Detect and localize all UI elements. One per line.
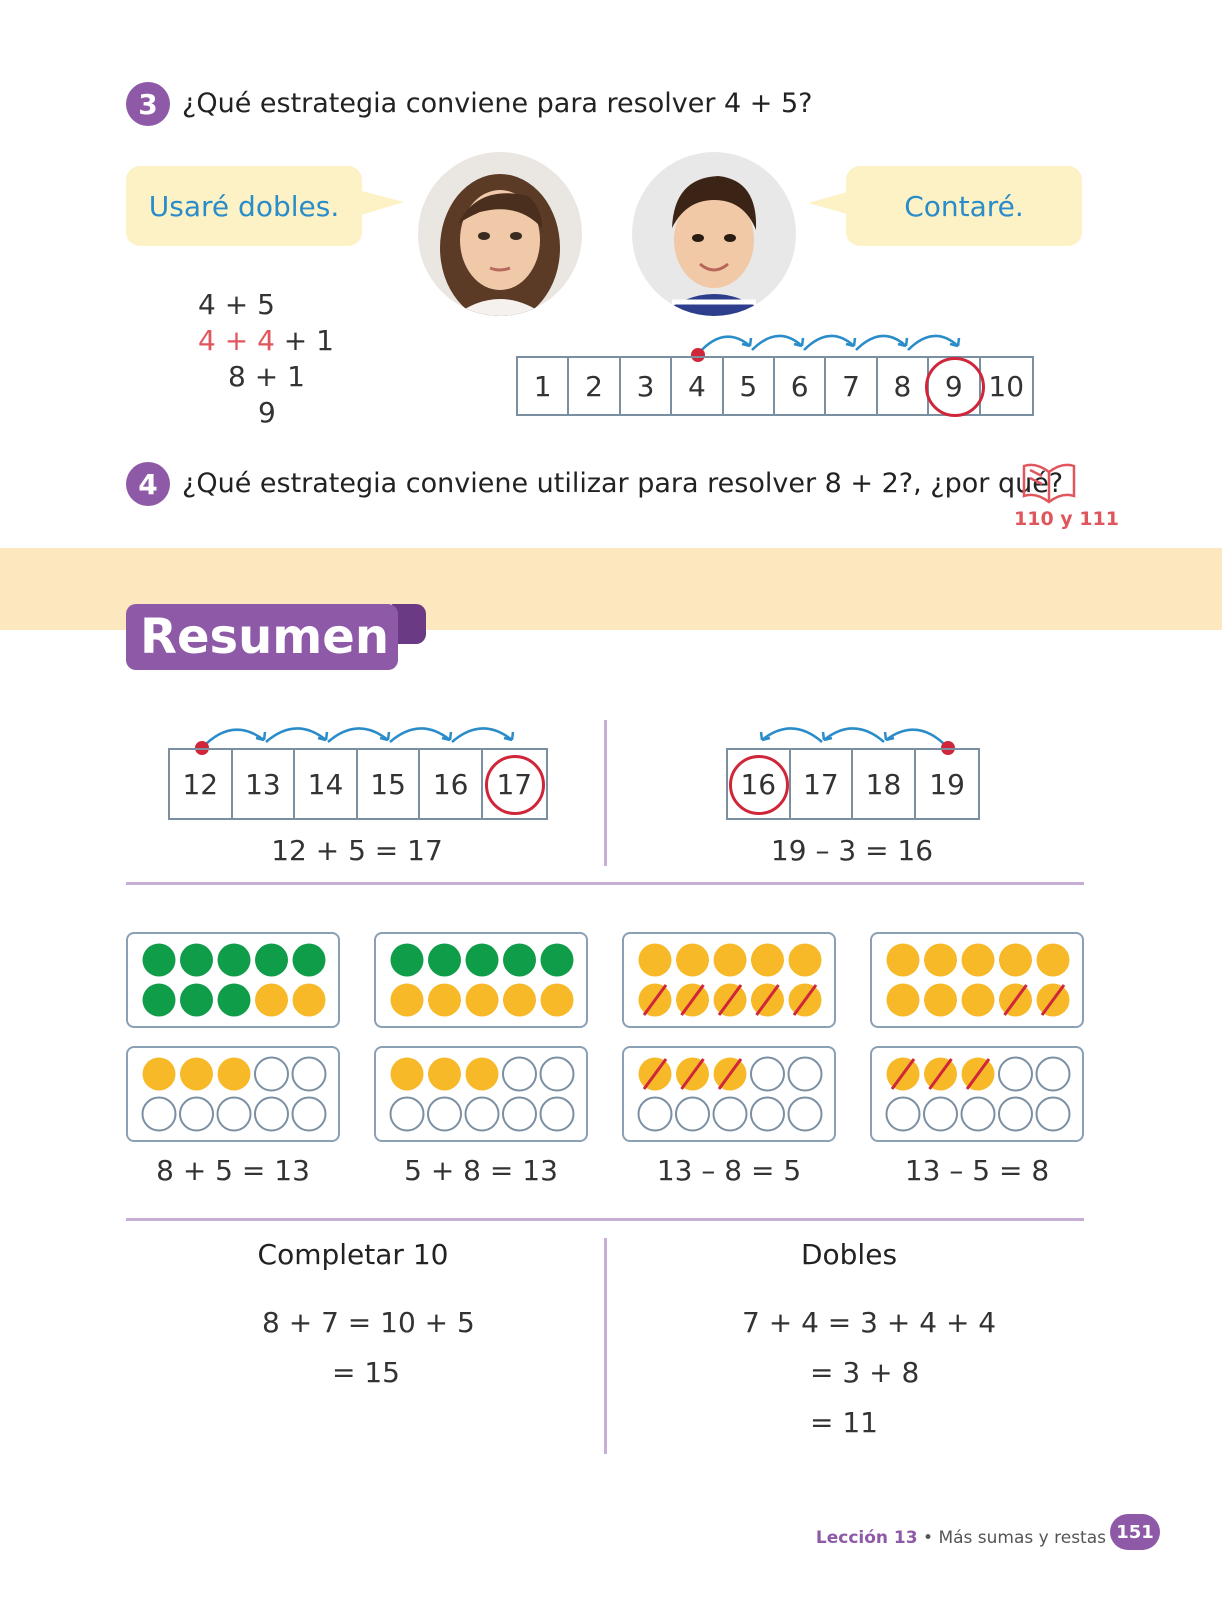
boy-speech-bubble (846, 166, 1082, 246)
number-line-16-19 (726, 748, 980, 820)
summary-title: Resumen (126, 604, 398, 670)
number-cell: 2 (569, 358, 620, 414)
number-cell: 8 (878, 358, 929, 414)
empty-counter (218, 1098, 251, 1131)
empty-counter (293, 1098, 326, 1131)
number-cell: 4 (672, 358, 723, 414)
yellow-counter (1037, 944, 1070, 977)
number-cell: 10 (988, 369, 1025, 403)
question-4-text: ¿Qué estrategia conviene utilizar para resolver 8 + 2?, ¿por qué? (182, 468, 1064, 499)
empty-counter (541, 1098, 574, 1131)
empty-counter (143, 1098, 176, 1131)
number-cell: 1 (518, 358, 569, 414)
yellow-counter (428, 984, 461, 1017)
girl-photo (418, 152, 582, 316)
yellow-counter (293, 984, 326, 1017)
number-cell: 18 (853, 750, 916, 818)
empty-counter (255, 1098, 288, 1131)
empty-counter (1037, 1098, 1070, 1131)
girl-speech-bubble (126, 166, 362, 246)
footer-lesson: Lección 13 (815, 1528, 918, 1548)
yellow-counter (143, 1058, 176, 1091)
complete-ten-heading: Completar 10 (257, 1238, 449, 1271)
empty-counter (503, 1098, 536, 1131)
yellow-counter (391, 984, 424, 1017)
ten-frame (870, 932, 1084, 1028)
green-counter (541, 944, 574, 977)
empty-counter (180, 1098, 213, 1131)
yellow-counter (503, 984, 536, 1017)
frame-equation-2: 5 + 8 = 13 (404, 1154, 558, 1187)
yellow-counter (541, 984, 574, 1017)
empty-counter (541, 1058, 574, 1091)
green-counter (180, 944, 213, 977)
number-cell: 5 (724, 358, 775, 414)
strategy-line-1: 4 + 5 (198, 288, 275, 321)
green-counter (293, 944, 326, 977)
number-cell: 13 (233, 750, 296, 818)
number-cell: 7 (826, 358, 877, 414)
boy-speech-text: Contaré. (904, 189, 1024, 223)
ten-frame (126, 932, 340, 1028)
number-line-1-10 (516, 356, 1034, 416)
number-cell: 15 (358, 750, 421, 818)
empty-counter (999, 1058, 1032, 1091)
frame-equation-1: 8 + 5 = 13 (156, 1154, 310, 1187)
footer-topic: Más sumas y restas (938, 1528, 1106, 1548)
yellow-counter (887, 984, 920, 1017)
ten-frame (374, 932, 588, 1028)
page-footer (0, 1528, 1106, 1548)
empty-counter (789, 1058, 822, 1091)
strategy-doubles-part: 4 + 4 (198, 324, 275, 357)
yellow-counter (999, 944, 1032, 977)
number-cell: 6 (775, 358, 826, 414)
girl-speech-text: Usaré dobles. (148, 189, 340, 223)
empty-counter (428, 1098, 461, 1131)
empty-counter (924, 1098, 957, 1131)
number-cell: 16 (728, 750, 791, 818)
open-book-icon (1020, 458, 1078, 504)
number-line-12-17 (168, 748, 548, 820)
green-counter (466, 944, 499, 977)
yellow-counter (639, 944, 672, 977)
question-number-4: 4 (126, 462, 170, 506)
strategy-line-4: 9 (258, 396, 276, 429)
green-counter (428, 944, 461, 977)
yellow-counter (887, 944, 920, 977)
frame-equation-3: 13 – 8 = 5 (656, 1154, 802, 1187)
summary-divider-bottom (604, 1238, 607, 1454)
book-page-reference: 110 y 111 (1014, 508, 1119, 530)
green-counter (180, 984, 213, 1017)
strategy-plus-one: + 1 (274, 324, 334, 357)
yellow-counter (466, 984, 499, 1017)
green-counter (143, 944, 176, 977)
yellow-counter (789, 944, 822, 977)
addition-equation: 12 + 5 = 17 (271, 834, 443, 867)
empty-counter (751, 1058, 784, 1091)
yellow-counter (466, 1058, 499, 1091)
frame-equation-4: 13 – 5 = 8 (904, 1154, 1050, 1187)
yellow-counter (924, 984, 957, 1017)
empty-counter (503, 1058, 536, 1091)
ten-frame (126, 1046, 340, 1142)
page-number: 151 (1110, 1514, 1160, 1550)
empty-counter (466, 1098, 499, 1131)
doubles-line-2: = 3 + 8 (810, 1356, 920, 1389)
strategy-line-3: 8 + 1 (228, 360, 305, 393)
doubles-line-1: 7 + 4 = 3 + 4 + 4 (742, 1306, 997, 1339)
number-cell: 9 (929, 358, 980, 414)
empty-counter (255, 1058, 288, 1091)
ten-frame (622, 1046, 836, 1142)
empty-counter (751, 1098, 784, 1131)
empty-counter (676, 1098, 709, 1131)
yellow-counter (255, 984, 288, 1017)
number-cell: 17 (791, 750, 854, 818)
ten-frame (870, 1046, 1084, 1142)
summary-separator-2 (126, 1218, 1084, 1221)
number-cell: 14 (295, 750, 358, 818)
yellow-counter (962, 984, 995, 1017)
yellow-counter (924, 944, 957, 977)
number-cell: 19 (929, 767, 965, 801)
strategy-line-2 (198, 324, 334, 357)
number-cell: 3 (621, 358, 672, 414)
empty-counter (1037, 1058, 1070, 1091)
summary-separator-1 (126, 882, 1084, 885)
empty-counter (789, 1098, 822, 1131)
ten-frame (622, 932, 836, 1028)
yellow-counter (218, 1058, 251, 1091)
empty-counter (293, 1058, 326, 1091)
green-counter (391, 944, 424, 977)
doubles-heading: Dobles (800, 1238, 898, 1271)
number-cell: 16 (420, 750, 483, 818)
summary-divider-top (604, 720, 607, 866)
yellow-counter (676, 944, 709, 977)
complete-ten-line-2: = 15 (332, 1356, 400, 1389)
green-counter (218, 984, 251, 1017)
empty-counter (999, 1098, 1032, 1131)
green-counter (503, 944, 536, 977)
yellow-counter (391, 1058, 424, 1091)
ten-frame (374, 1046, 588, 1142)
green-counter (255, 944, 288, 977)
boy-photo (632, 152, 796, 316)
green-counter (143, 984, 176, 1017)
yellow-counter (180, 1058, 213, 1091)
empty-counter (887, 1098, 920, 1131)
question-3-text: ¿Qué estrategia conviene para resolver 4 + 5? (182, 88, 813, 119)
yellow-counter (428, 1058, 461, 1091)
number-cell: 12 (170, 750, 233, 818)
empty-counter (714, 1098, 747, 1131)
question-number-3: 3 (126, 82, 170, 126)
yellow-counter (714, 944, 747, 977)
empty-counter (391, 1098, 424, 1131)
yellow-counter (751, 944, 784, 977)
green-counter (218, 944, 251, 977)
complete-ten-line-1: 8 + 7 = 10 + 5 (262, 1306, 475, 1339)
empty-counter (962, 1098, 995, 1131)
footer-separator: • (917, 1528, 939, 1548)
subtraction-equation: 19 – 3 = 16 (770, 834, 934, 867)
doubles-line-3: = 11 (810, 1406, 878, 1439)
empty-counter (639, 1098, 672, 1131)
number-cell: 17 (483, 750, 546, 818)
girl-bubble-tail (358, 190, 406, 220)
yellow-counter (962, 944, 995, 977)
